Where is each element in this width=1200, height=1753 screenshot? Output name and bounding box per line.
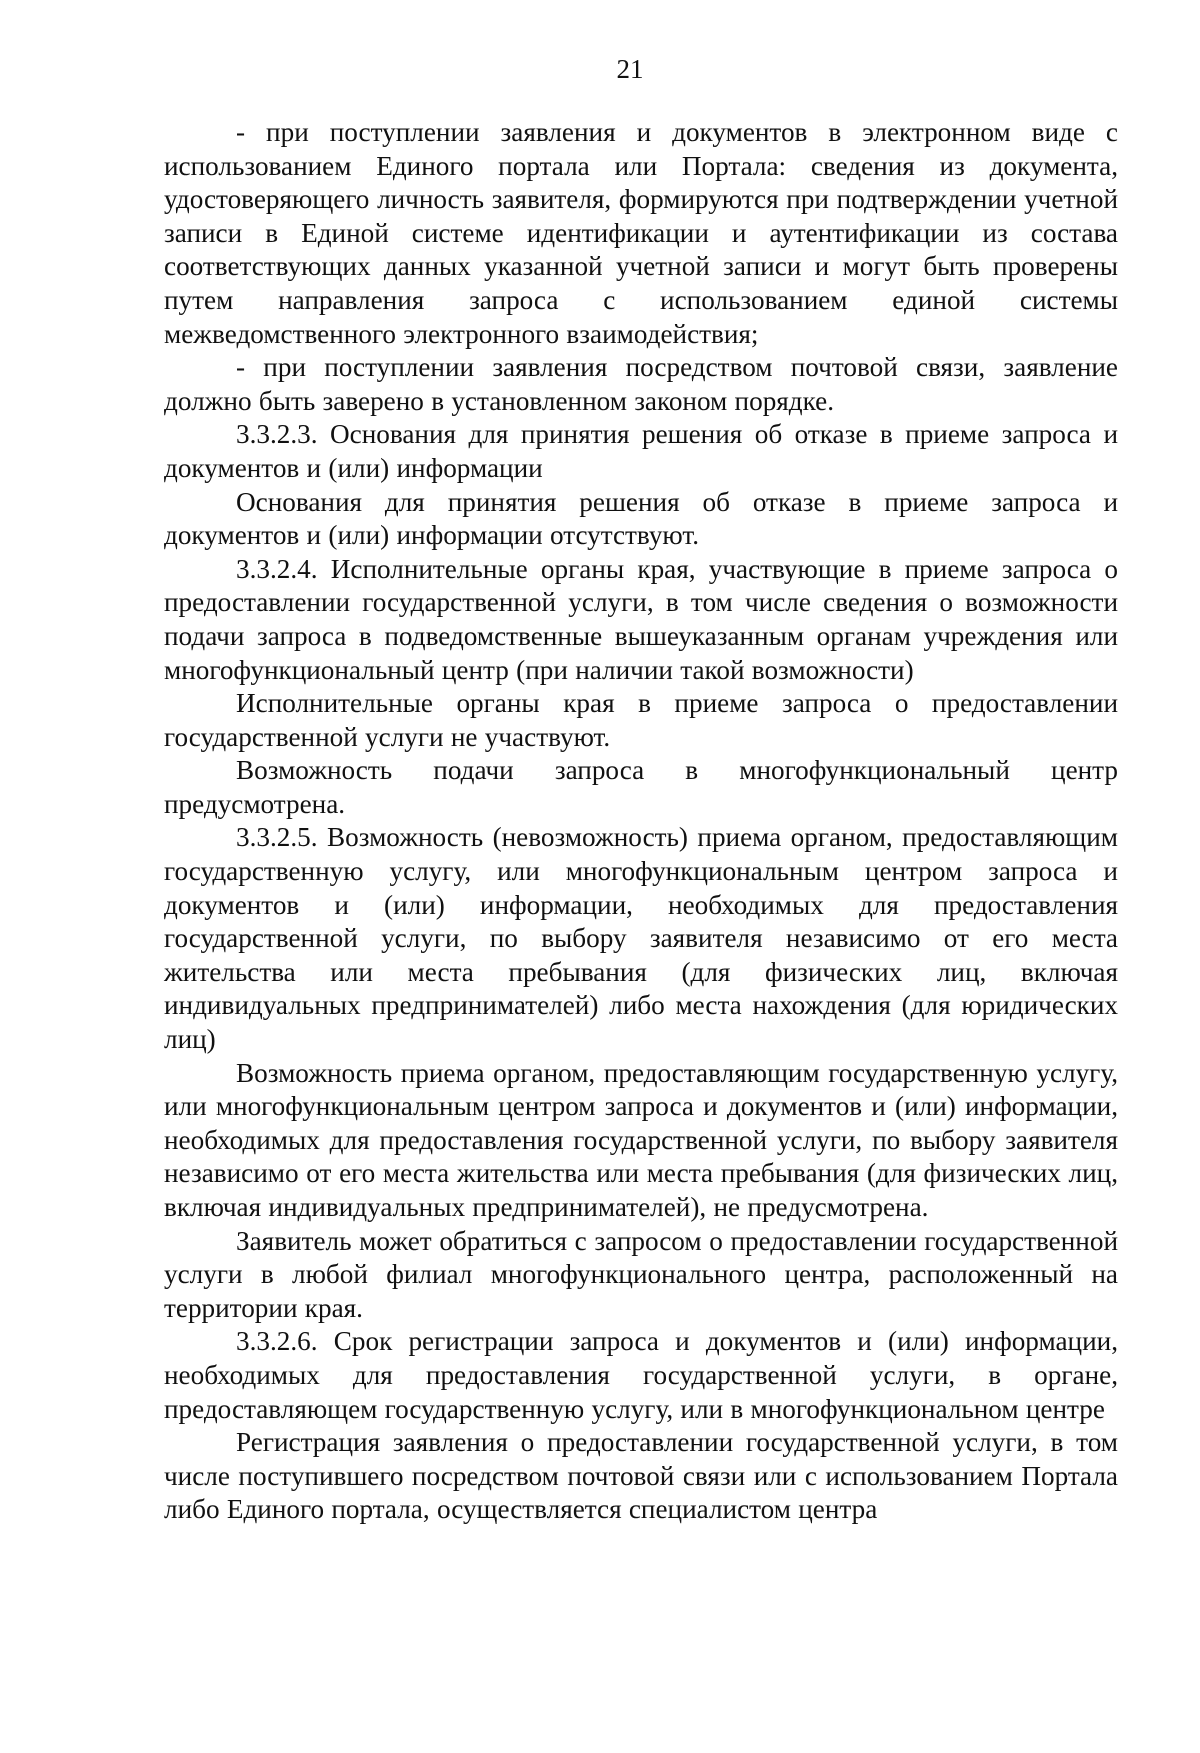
paragraph-registration: Регистрация заявления о предоставлении государственной услуги, в том числе поступившего посредством почтовой связи или с использованием Портала либо Единого портала, осуществляется специалистом центра	[164, 1427, 1118, 1525]
page-number: 21	[616, 54, 644, 84]
paragraph-electronic-submission: - при поступлении заявления и документов в электронном виде с использованием Единого портала или Портала: сведения из документа, удостоверяющего личность заявителя, формируются при подтверждении учетной записи в Единой системе идентификации и аутентификации из состава соответствующих данных указанной учетной записи и могут быть проверены путем направления запроса с использованием единой системы межведомственного электронного взаимодействия;	[164, 117, 1118, 349]
section-heading-3-3-2-3: 3.3.2.3. Основания для принятия решения об отказе в приеме запроса и документов и (или) информации	[164, 419, 1118, 483]
paragraph-extraterritorial-not-provided: Возможность приема органом, предоставляющим государственную услугу, или многофункциональным центром запроса и документов и (или) информации, необходимых для предоставления государственной услуги, по выбору заявителя независимо от его места жительства или места пребывания (для физических лиц, включая индивидуальных предпринимателей), не предусмотрена.	[164, 1057, 1118, 1222]
section-heading-3-3-2-5: 3.3.2.5. Возможность (невозможность) приема органом, предоставляющим государственную услугу, или многофункциональным центром запроса и документов и (или) информации, необходимых для предоставления государственной услуги, по выбору заявителя независимо от его места жительства или места пребывания (для физических лиц, включая индивидуальных предпринимателей) либо места нахождения (для юридических лиц)	[164, 822, 1118, 1055]
paragraph-any-mfc-branch: Заявитель может обратиться с запросом о предоставлении государственной услуги в любой филиал многофункционального центра, расположенный на территории края.	[164, 1225, 1118, 1323]
document-body	[164, 116, 1118, 1527]
section-heading-3-3-2-6: 3.3.2.6. Срок регистрации запроса и документов и (или) информации, необходимых для предоставления государственной услуги, в органе, предоставляющем государственную услугу, или в многофункциональном центре	[164, 1326, 1118, 1424]
section-heading-3-3-2-4: 3.3.2.4. Исполнительные органы края, участвующие в приеме запроса о предоставлении государственной услуги, в том числе сведения о возможности подачи запроса в подведомственные вышеуказанным органам учреждения или многофункциональный центр (при наличии такой возможности)	[164, 553, 1118, 685]
paragraph-postal-submission: - при поступлении заявления посредством почтовой связи, заявление должно быть заверено в установленном законом порядке.	[164, 352, 1118, 416]
paragraph-mfc-submission-possible: Возможность подачи запроса в многофункциональный центр предусмотрена.	[164, 755, 1118, 819]
paragraph-organs-not-participating: Исполнительные органы края в приеме запроса о предоставлении государственной услуги не участвуют.	[164, 688, 1118, 752]
paragraph-no-refusal-grounds: Основания для принятия решения об отказе в приеме запроса и документов и (или) информации отсутствуют.	[164, 486, 1118, 551]
